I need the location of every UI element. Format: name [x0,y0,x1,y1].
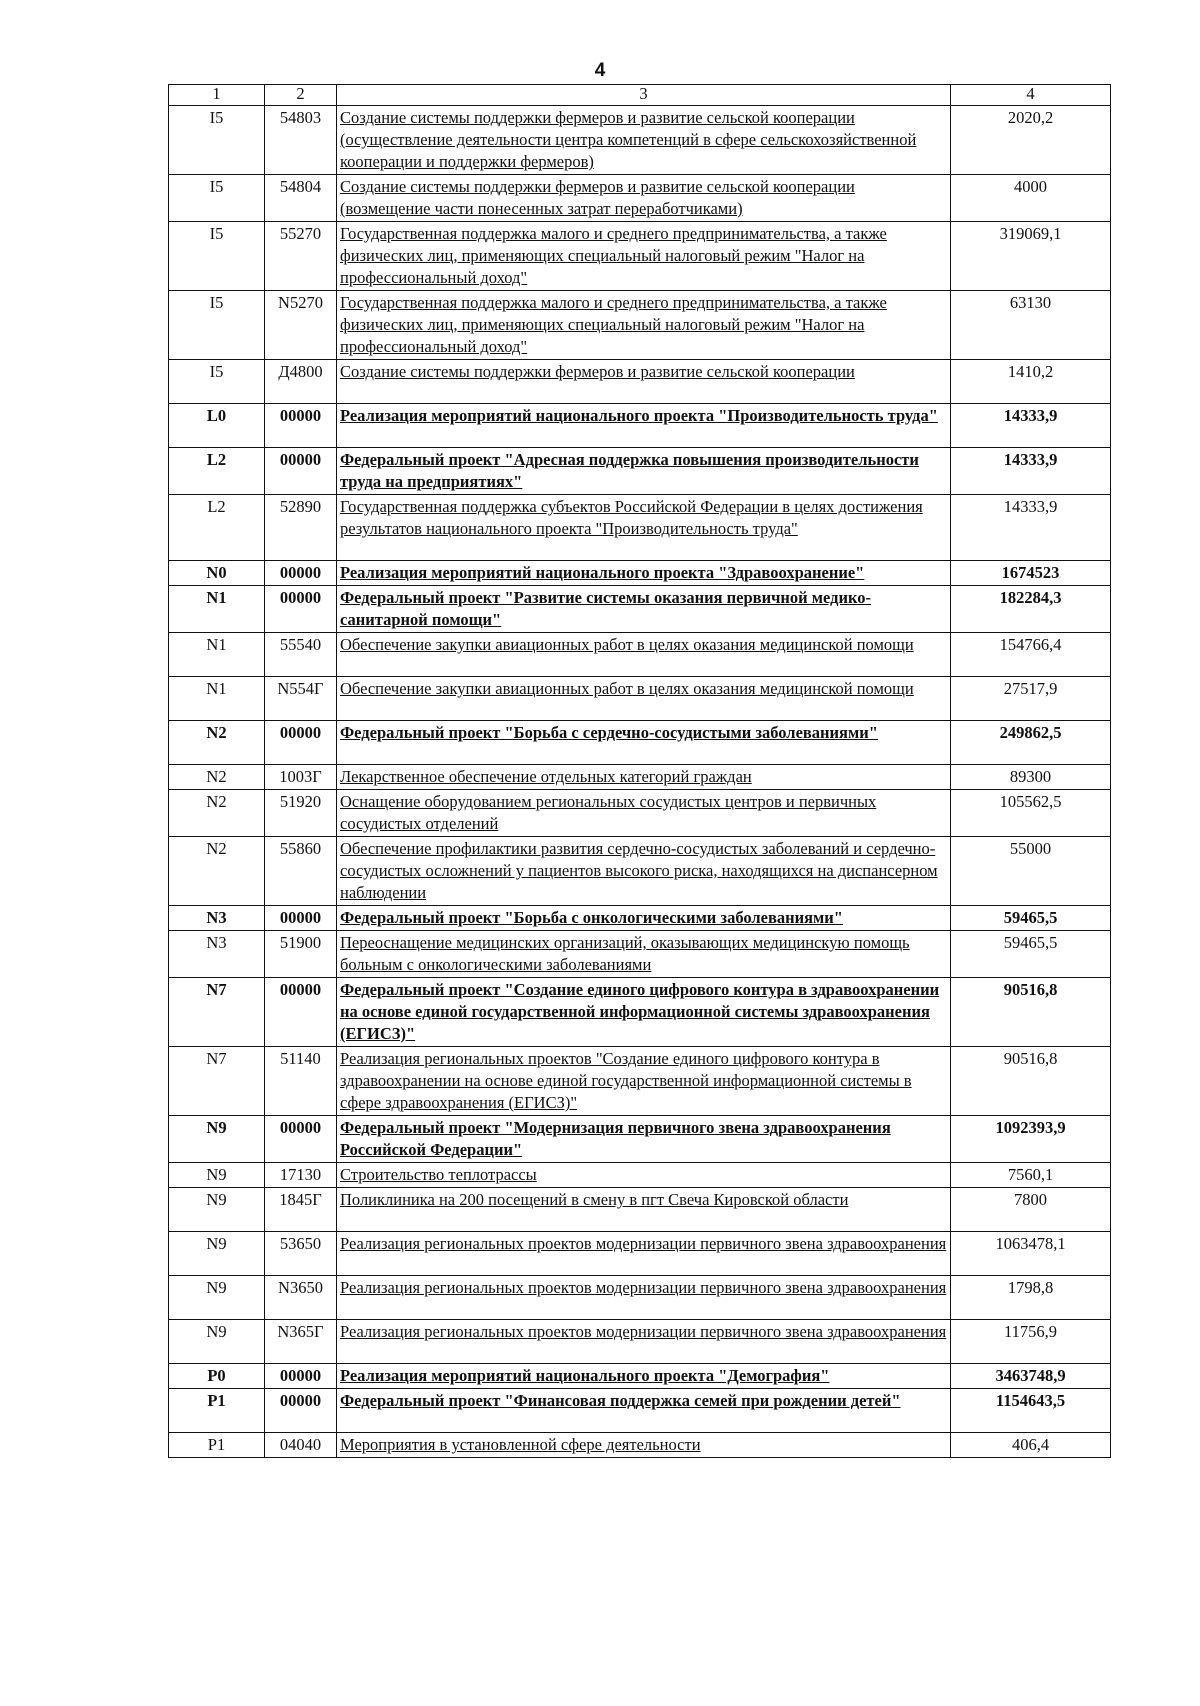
cell-amount-text: 1063478,1 [995,1234,1066,1253]
cell-description-text: Федеральный проект "Финансовая поддержка семей при рождении детей" [340,1391,901,1410]
cell-section-code-text: N3 [206,933,227,952]
cell-amount [951,1047,1111,1116]
cell-section-code [169,765,265,790]
cell-section-code-text: I5 [209,108,224,127]
cell-section-code [169,931,265,978]
cell-section-code [169,1116,265,1163]
cell-description-text: Реализация мероприятий национального проекта "Производительность труда" [340,406,938,425]
table-row [169,931,1111,978]
cell-description-text: Лекарственное обеспечение отдельных категорий граждан [340,767,752,786]
cell-amount-text: 2020,2 [1007,108,1054,127]
cell-amount-text: 59465,5 [1003,908,1058,927]
cell-section-code [169,633,265,677]
cell-section-code [169,586,265,633]
table-row [169,448,1111,495]
cell-section-code [169,1364,265,1389]
cell-item-code [265,1276,337,1320]
cell-item-code [265,931,337,978]
cell-amount-text: 55000 [1009,839,1052,858]
cell-amount [951,1188,1111,1232]
cell-section-code [169,1276,265,1320]
cell-section-code [169,495,265,561]
cell-section-code [169,448,265,495]
cell-item-code-text: 00000 [279,908,322,927]
cell-item-code [265,448,337,495]
cell-amount [951,404,1111,448]
cell-description [337,837,951,906]
cell-description-text: Оснащение оборудованием региональных сосудистых центров и первичных сосудистых отделений [340,792,877,833]
cell-item-code [265,1433,337,1458]
cell-amount-text: 27517,9 [1003,679,1058,698]
cell-description [337,677,951,721]
cell-item-code [265,1389,337,1433]
budget-table [168,84,1111,1458]
cell-description-text: Реализация мероприятий национального проекта "Демография" [340,1366,830,1385]
cell-item-code [265,360,337,404]
cell-amount [951,931,1111,978]
column-header-3: 3 [337,85,951,106]
cell-amount [951,906,1111,931]
cell-section-code [169,106,265,175]
cell-section-code-text: N1 [206,679,227,698]
cell-description [337,404,951,448]
table-row [169,404,1111,448]
cell-item-code [265,175,337,222]
cell-section-code [169,677,265,721]
cell-description-text: Обеспечение профилактики развития сердечно-сосудистых заболеваний и сердечно-сосудистых осложнений у пациентов высокого риска, находящихся на диспансерном наблюдении [340,839,938,902]
cell-amount [951,978,1111,1047]
table-row [169,291,1111,360]
table-row [169,360,1111,404]
cell-description-text: Реализация региональных проектов модернизации первичного звена здравоохранения [340,1278,947,1297]
cell-amount-text: 11756,9 [1003,1322,1057,1341]
cell-item-code [265,495,337,561]
cell-amount-text: 14333,9 [1003,450,1058,469]
cell-description [337,1232,951,1276]
cell-section-code [169,906,265,931]
cell-amount-text: 90516,8 [1003,1049,1058,1068]
cell-item-code [265,978,337,1047]
cell-item-code-text: 04040 [279,1435,322,1454]
cell-section-code-text: N9 [206,1322,227,1341]
table-header-row [169,85,1111,106]
cell-item-code-text: 00000 [279,980,322,999]
cell-section-code-text: N7 [206,980,227,999]
cell-item-code [265,291,337,360]
cell-section-code-text: L2 [207,497,226,516]
cell-section-code [169,1047,265,1116]
table-row [169,837,1111,906]
cell-section-code [169,561,265,586]
cell-amount [951,1433,1111,1458]
cell-section-code-text: P1 [207,1391,226,1410]
cell-description-text: Федеральный проект "Модернизация первичного звена здравоохранения Российской Федерации" [340,1118,891,1159]
cell-item-code [265,837,337,906]
cell-description [337,106,951,175]
cell-section-code [169,790,265,837]
cell-description [337,175,951,222]
cell-section-code-text: I5 [209,362,224,381]
table-row [169,1047,1111,1116]
cell-description [337,448,951,495]
cell-amount [951,1364,1111,1389]
cell-amount-text: 406,4 [1011,1435,1050,1454]
table-row [169,586,1111,633]
cell-item-code-text: 00000 [279,450,322,469]
table-row [169,677,1111,721]
page-number: 4 [594,60,606,81]
cell-amount-text: 182284,3 [999,588,1062,607]
cell-item-code-text: N365Г [277,1322,324,1341]
cell-amount [951,291,1111,360]
table-row [169,906,1111,931]
cell-section-code [169,1232,265,1276]
cell-amount-text: 89300 [1009,767,1052,786]
cell-item-code [265,790,337,837]
cell-item-code [265,1188,337,1232]
cell-section-code-text: N2 [206,723,227,742]
cell-item-code-text: 1845Г [279,1190,322,1209]
cell-item-code [265,1364,337,1389]
cell-amount [951,222,1111,291]
cell-amount [951,360,1111,404]
cell-description [337,1116,951,1163]
cell-section-code [169,222,265,291]
cell-item-code-text: 54804 [279,177,322,196]
cell-description-text: Обеспечение закупки авиационных работ в целях оказания медицинской помощи [340,635,914,654]
cell-item-code [265,404,337,448]
cell-section-code [169,1188,265,1232]
cell-description [337,1188,951,1232]
cell-description-text: Переоснащение медицинских организаций, оказывающих медицинскую помощь больным с онкологическими заболеваниями [340,933,910,974]
cell-section-code [169,291,265,360]
cell-description [337,1320,951,1364]
cell-amount [951,1232,1111,1276]
table-row [169,1232,1111,1276]
cell-section-code-text: N9 [206,1234,227,1253]
cell-description [337,721,951,765]
table-row [169,222,1111,291]
cell-amount-text: 59465,5 [1003,933,1058,952]
cell-section-code-text: N2 [206,792,227,811]
cell-description-text: Реализация региональных проектов "Создание единого цифрового контура в здравоохранении на основе единой государственной информационной системы в сфере здравоохранения (ЕГИСЗ)" [340,1049,912,1112]
cell-description [337,1389,951,1433]
cell-description-text: Строительство теплотрассы [340,1165,537,1184]
cell-amount [951,790,1111,837]
cell-item-code [265,677,337,721]
cell-description-text: Государственная поддержка малого и среднего предпринимательства, а также физических лиц, применяющих специальный налоговый режим "Налог на профессиональный доход" [340,293,887,356]
cell-amount-text: 1154643,5 [995,1391,1066,1410]
cell-item-code-text: 51900 [279,933,322,952]
cell-section-code [169,1320,265,1364]
table-row [169,1389,1111,1433]
cell-item-code-text: 52890 [279,497,322,516]
cell-description [337,1364,951,1389]
table-row [169,1188,1111,1232]
cell-description [337,765,951,790]
cell-description-text: Создание системы поддержки фермеров и развитие сельской кооперации [340,362,855,381]
cell-amount [951,106,1111,175]
cell-item-code-text: Д4800 [278,362,323,381]
cell-amount-text: 154766,4 [999,635,1062,654]
cell-amount-text: 319069,1 [999,224,1062,243]
cell-item-code-text: N3650 [278,1278,323,1297]
table-row [169,978,1111,1047]
cell-amount [951,586,1111,633]
cell-amount-text: 14333,9 [1003,497,1058,516]
cell-section-code-text: N0 [206,563,227,582]
table-row [169,1116,1111,1163]
cell-description [337,790,951,837]
cell-amount [951,1116,1111,1163]
cell-item-code [265,586,337,633]
cell-description-text: Федеральный проект "Борьба с онкологическими заболеваниями" [340,908,843,927]
cell-description [337,1163,951,1188]
cell-section-code-text: N3 [206,908,227,927]
cell-section-code-text: N1 [206,635,227,654]
column-header-2: 2 [265,85,337,106]
cell-item-code [265,906,337,931]
cell-section-code-text: N7 [206,1049,227,1068]
cell-description-text: Государственная поддержка малого и среднего предпринимательства, а также физических лиц, применяющих специальный налоговый режим "Налог на профессиональный доход" [340,224,887,287]
cell-item-code [265,1320,337,1364]
cell-description-text: Реализация региональных проектов модернизации первичного звена здравоохранения [340,1322,947,1341]
cell-section-code-text: N9 [206,1118,227,1137]
cell-amount-text: 249862,5 [999,723,1062,742]
cell-section-code [169,1433,265,1458]
cell-amount-text: 7560,1 [1007,1165,1054,1184]
cell-description-text: Федеральный проект "Создание единого цифрового контура в здравоохранении на основе единой государственной информационной системы здравоохранения (ЕГИСЗ)" [340,980,940,1043]
cell-section-code [169,1389,265,1433]
cell-description-text: Обеспечение закупки авиационных работ в целях оказания медицинской помощи [340,679,914,698]
cell-item-code-text: 00000 [279,563,322,582]
cell-item-code [265,1163,337,1188]
cell-item-code-text: 00000 [279,1391,322,1410]
cell-section-code-text: N2 [206,839,227,858]
cell-section-code [169,175,265,222]
cell-item-code-text: 55270 [279,224,322,243]
cell-item-code-text: 00000 [279,588,322,607]
cell-description-text: Поликлиника на 200 посещений в смену в пгт Свеча Кировской области [340,1190,849,1209]
table-row [169,495,1111,561]
cell-description-text: Создание системы поддержки фермеров и развитие сельской кооперации (осуществление деятельности центра компетенций в сфере сельскохозяйственной кооперации и поддержки фермеров) [340,108,917,171]
cell-section-code-text: L2 [206,450,227,469]
cell-amount [951,495,1111,561]
cell-item-code-text: 00000 [279,406,322,425]
table-row [169,721,1111,765]
table-row [169,106,1111,175]
cell-section-code [169,978,265,1047]
cell-amount [951,837,1111,906]
cell-amount-text: 7800 [1014,1190,1047,1209]
cell-amount-text: 4000 [1014,177,1047,196]
cell-amount-text: 90516,8 [1003,980,1058,999]
cell-section-code [169,360,265,404]
cell-description-text: Реализация мероприятий национального проекта "Здравоохранение" [340,563,865,582]
cell-item-code [265,765,337,790]
cell-amount [951,561,1111,586]
table-row [169,561,1111,586]
cell-item-code-text: 17130 [279,1165,322,1184]
table-row [169,1276,1111,1320]
cell-item-code-text: 00000 [279,1366,322,1385]
cell-amount [951,1389,1111,1433]
cell-item-code [265,1232,337,1276]
cell-item-code-text: N554Г [277,679,324,698]
cell-amount [951,677,1111,721]
cell-description [337,586,951,633]
cell-section-code-text: N1 [206,588,227,607]
cell-item-code-text: 51920 [279,792,322,811]
cell-description-text: Создание системы поддержки фермеров и развитие сельской кооперации (возмещение части понесенных затрат переработчиками) [340,177,855,218]
cell-section-code-text: P0 [207,1366,226,1385]
cell-item-code-text: 55540 [279,635,322,654]
cell-description [337,495,951,561]
cell-section-code-text: I5 [209,224,224,243]
cell-section-code [169,1163,265,1188]
cell-amount [951,633,1111,677]
cell-item-code [265,721,337,765]
cell-description [337,931,951,978]
table-row [169,633,1111,677]
column-header-4: 4 [951,85,1111,106]
cell-amount-text: 1410,2 [1007,362,1054,381]
cell-section-code-text: P1 [207,1435,226,1454]
table-row [169,1163,1111,1188]
cell-description [337,1433,951,1458]
column-header-1: 1 [169,85,265,106]
cell-description [337,1276,951,1320]
cell-item-code-text: N5270 [278,293,323,312]
cell-amount-text: 14333,9 [1003,406,1058,425]
cell-amount-text: 1674523 [1001,563,1060,582]
cell-amount-text: 63130 [1009,293,1052,312]
cell-description [337,633,951,677]
cell-section-code-text: N2 [206,767,227,786]
cell-amount-text: 1092393,9 [995,1118,1066,1137]
cell-amount-text: 1798,8 [1007,1278,1054,1297]
cell-amount [951,765,1111,790]
cell-description-text: Федеральный проект "Развитие системы оказания первичной медико-санитарной помощи" [340,588,871,629]
cell-item-code-text: 00000 [279,723,322,742]
cell-section-code-text: N9 [206,1190,227,1209]
cell-amount [951,721,1111,765]
cell-amount [951,1320,1111,1364]
cell-amount-text: 105562,5 [999,792,1062,811]
cell-item-code [265,561,337,586]
cell-description-text: Реализация региональных проектов модернизации первичного звена здравоохранения [340,1234,947,1253]
table-row [169,1320,1111,1364]
table-row [169,790,1111,837]
cell-item-code [265,1116,337,1163]
cell-section-code [169,404,265,448]
cell-item-code [265,1047,337,1116]
cell-item-code [265,633,337,677]
cell-description [337,978,951,1047]
cell-item-code-text: 00000 [279,1118,322,1137]
cell-description [337,906,951,931]
cell-item-code-text: 1003Г [279,767,322,786]
cell-description [337,291,951,360]
cell-description [337,1047,951,1116]
cell-description [337,222,951,291]
cell-amount [951,1163,1111,1188]
cell-section-code-text: I5 [209,177,224,196]
cell-section-code-text: I5 [209,293,224,312]
cell-item-code [265,106,337,175]
cell-section-code [169,721,265,765]
cell-section-code-text: N9 [206,1165,227,1184]
table-row [169,1364,1111,1389]
cell-item-code-text: 53650 [279,1234,322,1253]
cell-item-code-text: 55860 [279,839,322,858]
cell-description-text: Федеральный проект "Борьба с сердечно-сосудистыми заболеваниями" [340,723,878,742]
cell-item-code-text: 51140 [280,1049,321,1068]
cell-description-text: Государственная поддержка субъектов Российской Федерации в целях достижения результатов национального проекта "Производительность труда" [340,497,923,538]
cell-description-text: Федеральный проект "Адресная поддержка повышения производительности труда на предприятиях" [340,450,919,491]
cell-description [337,561,951,586]
cell-section-code [169,837,265,906]
cell-description [337,360,951,404]
table-row [169,175,1111,222]
cell-section-code-text: N9 [206,1278,227,1297]
cell-amount [951,1276,1111,1320]
cell-item-code [265,222,337,291]
table-row [169,765,1111,790]
cell-amount [951,175,1111,222]
cell-amount [951,448,1111,495]
cell-description-text: Мероприятия в установленной сфере деятельности [340,1435,701,1454]
cell-section-code-text: L0 [206,406,227,425]
table-row [169,1433,1111,1458]
cell-amount-text: 3463748,9 [995,1366,1066,1385]
cell-item-code-text: 54803 [279,108,322,127]
